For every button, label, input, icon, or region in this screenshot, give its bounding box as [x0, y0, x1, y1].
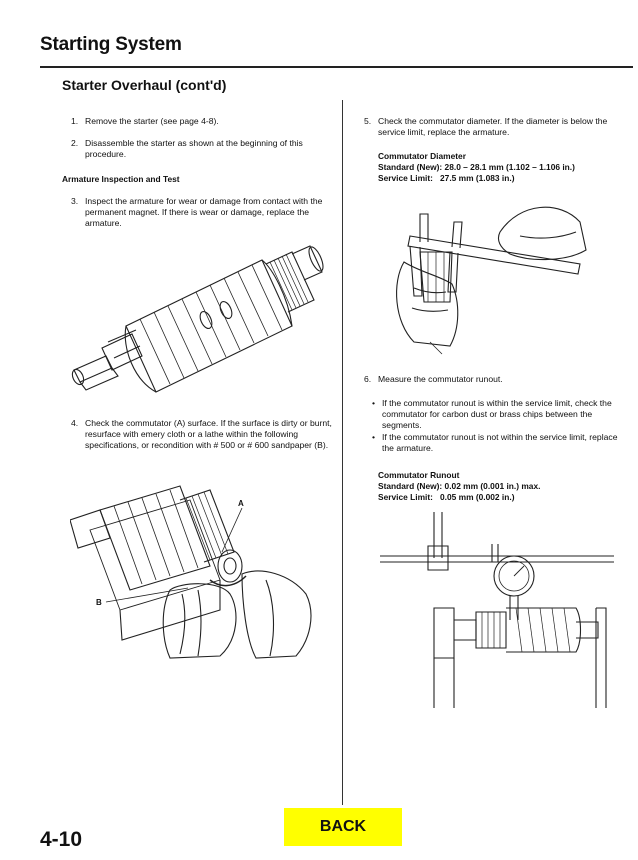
diameter-standard-label: Standard (New): [378, 162, 443, 172]
step-2 [71, 138, 333, 160]
step-6-number: 6. [364, 374, 372, 384]
step-1-number: 1. [71, 116, 79, 126]
bullet-text: If the commutator runout is not within the service limit, replace the armature. [382, 431, 618, 453]
label-a: A [238, 499, 244, 508]
diameter-spec-title: Commutator Diameter [378, 151, 466, 161]
caliper-illustration [390, 192, 590, 356]
section-title: Starting System [40, 34, 182, 55]
page-number: 4-10 [40, 828, 83, 851]
diameter-limit-value: 27.5 mm (1.083 in.) [440, 173, 515, 183]
bullet-text: If the commutator runout is within the service limit, check the commutator for carbon dust or brass chips between the segments. [382, 398, 612, 431]
column-divider [342, 100, 343, 805]
runout-limit-label: Service Limit: [378, 492, 433, 502]
step-4-number: 4. [71, 418, 79, 428]
step-5-text: Check the commutator diameter. If the diameter is below the service limit, replace the armature. [378, 116, 608, 138]
step-6-text: Measure the commutator runout. [378, 374, 503, 384]
step-2-number: 2. [71, 138, 79, 148]
step-1-text: Remove the starter (see page 4-8). [85, 116, 219, 126]
dial-indicator-illustration [376, 508, 616, 708]
step-6 [364, 374, 624, 385]
step-4-text: Check the commutator (A) surface. If the surface is dirty or burnt, resurface with emery cloth or a lathe within the following specifications, or recondition with # 500 or # 600 sandpaper (B). [85, 418, 332, 451]
runout-standard-value: 0.02 mm (0.001 in.) max. [444, 481, 541, 491]
armature-illustration [66, 230, 326, 400]
label-b: B [96, 598, 102, 607]
step-4 [71, 418, 333, 452]
bullet-item [372, 398, 626, 432]
step-3-text: Inspect the armature for wear or damage from contact with the permanent magnet. If there is wear or damage, replace the armature. [85, 196, 323, 229]
step-5-number: 5. [364, 116, 372, 126]
armature-heading: Armature Inspection and Test [62, 174, 180, 184]
runout-limit-value: 0.05 mm (0.002 in.) [440, 492, 515, 502]
runout-spec [378, 470, 628, 503]
bullet-symbol: • [372, 398, 376, 408]
diameter-spec [378, 151, 628, 184]
back-button[interactable]: BACK [284, 808, 402, 846]
bullet-item [372, 432, 626, 454]
step-2-text: Disassemble the starter as shown at the beginning of this procedure. [85, 138, 303, 160]
step-3-number: 3. [71, 196, 79, 206]
subsection-title: Starter Overhaul (cont'd) [62, 77, 227, 93]
commutator-resurface-illustration [70, 470, 325, 660]
header-rule [40, 66, 633, 68]
step-1 [71, 116, 331, 127]
step-3 [71, 196, 333, 230]
bullet-symbol: • [372, 431, 376, 442]
runout-standard-label: Standard (New): [378, 481, 443, 491]
diameter-standard-value: 28.0 – 28.1 mm (1.102 – 1.106 in.) [444, 162, 575, 172]
step-5 [364, 116, 624, 138]
diameter-limit-label: Service Limit: [378, 173, 433, 183]
runout-spec-title: Commutator Runout [378, 470, 460, 480]
runout-bullets [372, 398, 626, 454]
